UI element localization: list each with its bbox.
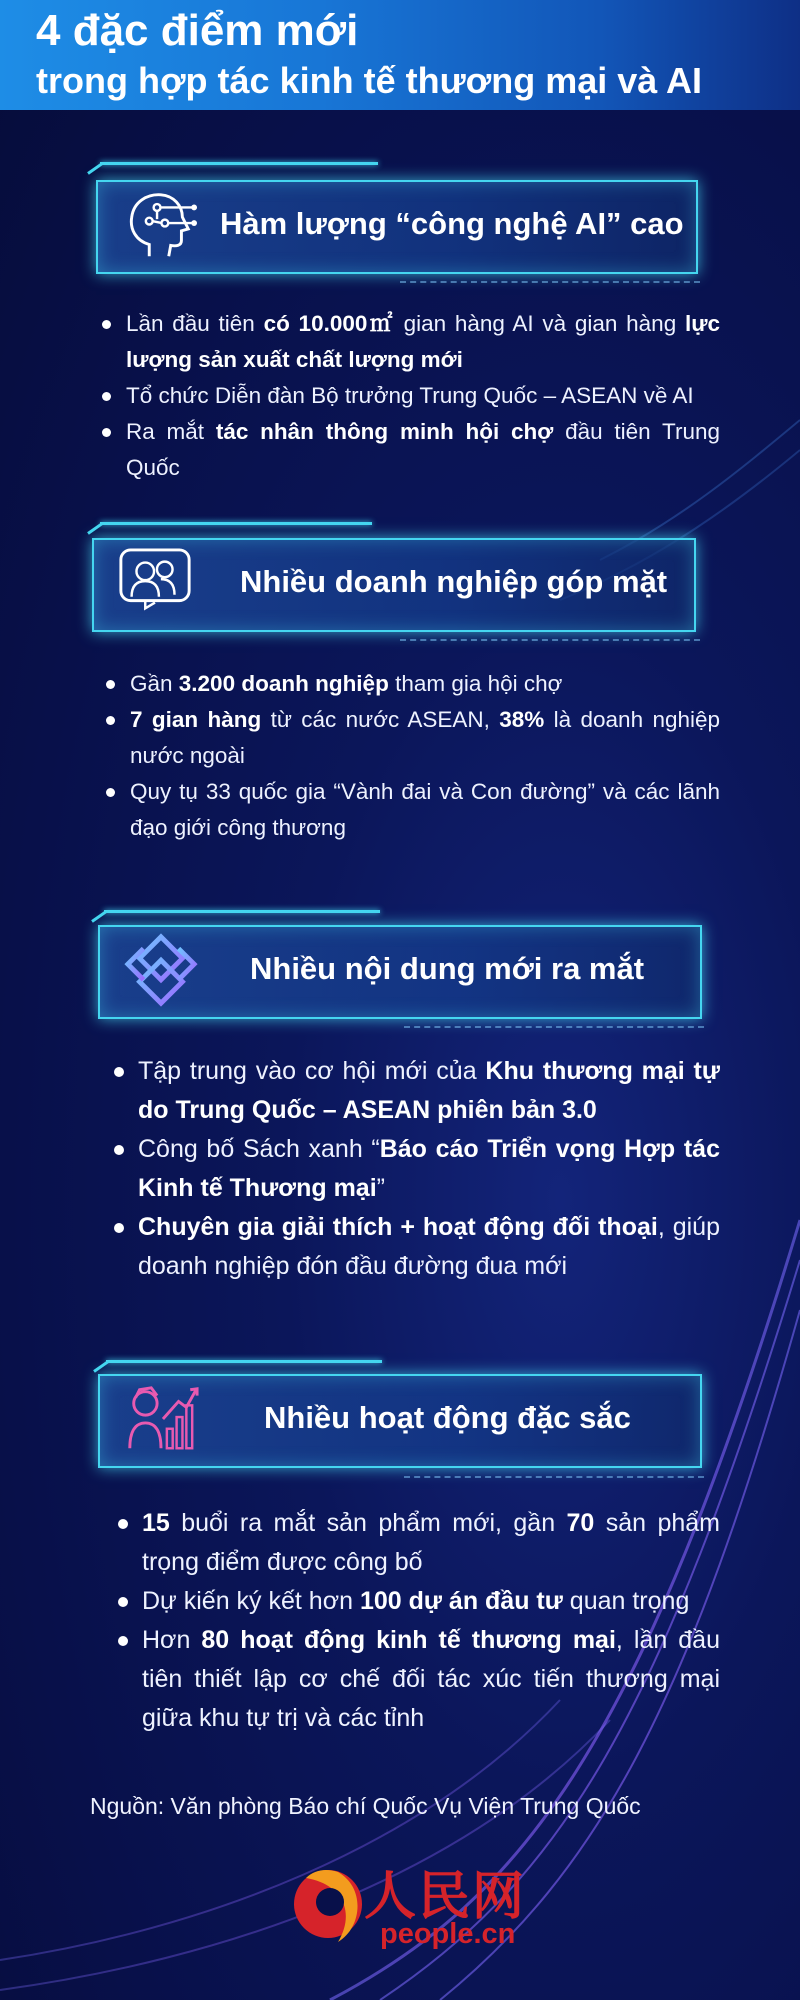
- section-1-heading-box: [96, 180, 698, 274]
- bold-text: 7 gian hàng: [130, 707, 262, 732]
- section-4-accent-line: [106, 1360, 382, 1363]
- text: buổi ra mắt sản phẩm mới, gần: [169, 1509, 567, 1537]
- text: ”: [376, 1174, 385, 1202]
- text: từ các nước ASEAN,: [261, 707, 500, 732]
- list-item: [112, 1582, 720, 1621]
- section-2-accent-line: [100, 522, 372, 525]
- list-item: [108, 1052, 720, 1130]
- section-4-list: [112, 1504, 720, 1738]
- bold-text: Chuyên gia giải thích + hoạt động đối thoại: [138, 1213, 658, 1241]
- section-1-list: [96, 306, 720, 486]
- text: là doanh nghiệp nước ngoài: [130, 707, 721, 768]
- source-credit: Nguồn: Văn phòng Báo chí Quốc Vụ Viện Trung Quốc: [90, 1793, 641, 1819]
- people-cn-logo: [286, 1858, 546, 1958]
- text: Công bố Sách xanh “: [138, 1135, 380, 1163]
- bold-text: Khu thương mại tự do Trung Quốc – ASEAN phiên bản 3.0: [138, 1057, 720, 1124]
- list-item: [96, 306, 720, 378]
- list-item: [96, 414, 720, 486]
- list-item: [108, 1130, 720, 1208]
- text: , giúp doanh nghiệp đón đầu đường đua mới: [138, 1213, 720, 1280]
- text: quan trọng: [562, 1587, 690, 1615]
- list-item: [96, 378, 720, 414]
- header-banner: [0, 0, 800, 110]
- section-3-title: Nhiều nội dung mới ra mắt: [250, 951, 645, 986]
- section-4-divider: [404, 1476, 704, 1478]
- text: Lần đầu tiên: [126, 311, 264, 336]
- list-item: [100, 702, 720, 774]
- section-1-divider: [400, 281, 700, 283]
- bold-text: 100 dự án đầu tư: [359, 1587, 563, 1615]
- people-daily-logo-icon: [286, 1858, 366, 1958]
- section-3-heading-box: [98, 925, 702, 1019]
- text: Tổ chức Diễn đàn Bộ trưởng Trung Quốc – ASEAN về AI: [126, 383, 694, 408]
- text: Hơn: [142, 1626, 202, 1654]
- text: Quy tụ 33 quốc gia “Vành đai và Con đường” và các lãnh đạo giới công thương: [130, 779, 720, 840]
- text: , lần đầu tiên thiết lập cơ chế đối tác xúc tiến thương mại giữa khu tự trị và các tỉnh: [142, 1626, 720, 1732]
- bold-text: Báo cáo Triển vọng Hợp tác Kinh tế Thương mại: [138, 1135, 720, 1202]
- bold-text: lực lượng sản xuất chất lượng mới: [126, 311, 720, 372]
- section-4-accent-tick: [93, 1360, 109, 1373]
- logo-chinese-name: 人民网: [364, 1866, 527, 1927]
- bold-text: có 10.000㎡: [263, 311, 395, 336]
- logo-url: people.cn: [380, 1918, 516, 1950]
- section-2-divider: [400, 639, 700, 641]
- section-4-title: Nhiều hoạt động đặc sắc: [264, 1400, 631, 1435]
- section-2-accent-tick: [87, 522, 103, 535]
- section-1-title: Hàm lượng “công nghệ AI” cao: [220, 206, 684, 241]
- text: tham gia hội chợ: [388, 671, 563, 696]
- section-2-list: [100, 666, 720, 846]
- bold-text: 3.200 doanh nghiệp: [178, 671, 389, 696]
- section-1-accent-tick: [87, 162, 103, 175]
- text: gian hàng AI và gian hàng: [394, 311, 685, 336]
- section-1-accent-line: [100, 162, 378, 165]
- section-3-list: [108, 1052, 720, 1286]
- bold-text: 70: [566, 1509, 595, 1537]
- section-4-heading-box: [98, 1374, 702, 1468]
- page-title: 4 đặc điểm mới: [36, 6, 359, 55]
- people-icon: [116, 546, 194, 624]
- section-3-accent-line: [104, 910, 380, 913]
- bold-text: 38%: [499, 707, 545, 732]
- text: Tập trung vào cơ hội mới của: [138, 1057, 486, 1085]
- diamond-knot-icon: [122, 931, 200, 1009]
- text: đầu tiên Trung Quốc: [126, 419, 721, 480]
- section-2-title: Nhiều doanh nghiệp góp mặt: [240, 564, 668, 599]
- page-subtitle: trong hợp tác kinh tế thương mại và AI: [36, 60, 702, 101]
- list-item: [112, 1504, 720, 1582]
- growth-chart-icon: [122, 1380, 200, 1458]
- bold-text: 15: [142, 1509, 170, 1537]
- text: Ra mắt: [126, 419, 216, 444]
- list-item: [100, 666, 720, 702]
- text: Gần: [130, 671, 179, 696]
- bold-text: tác nhân thông minh hội chợ: [215, 419, 554, 444]
- bold-text: 80 hoạt động kinh tế thương mại: [201, 1626, 616, 1654]
- list-item: [100, 774, 720, 846]
- section-3-accent-tick: [91, 910, 107, 923]
- text: Dự kiến ký kết hơn: [142, 1587, 360, 1615]
- section-2-heading-box: [92, 538, 696, 632]
- section-3-divider: [404, 1026, 704, 1028]
- list-item: [112, 1621, 720, 1738]
- text: sản phẩm trọng điểm được công bố: [142, 1509, 720, 1576]
- list-item: [108, 1208, 720, 1286]
- ai-head-icon: [120, 186, 198, 264]
